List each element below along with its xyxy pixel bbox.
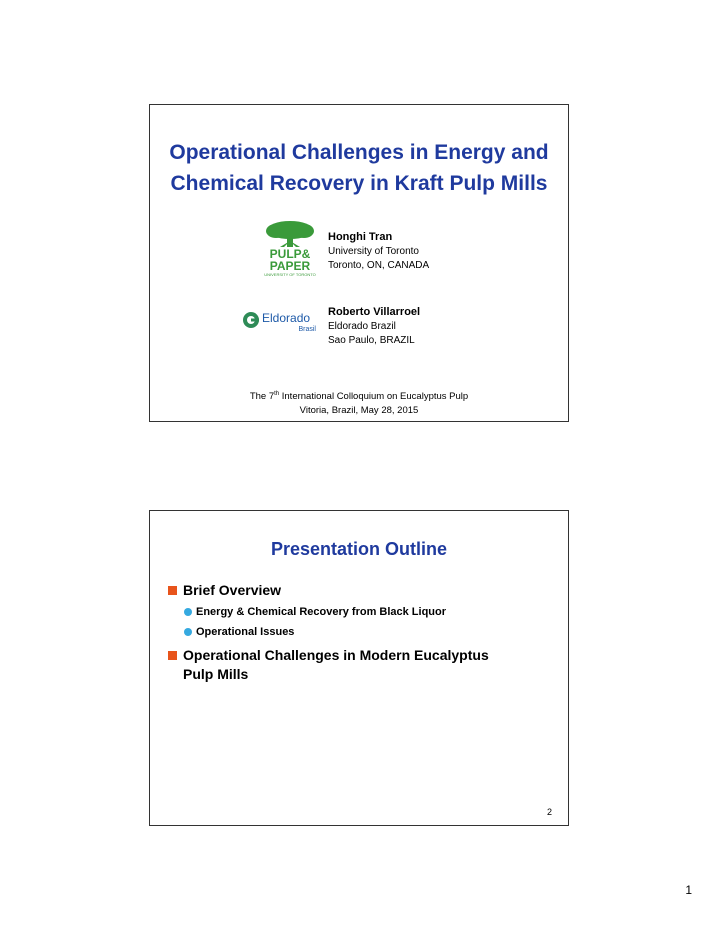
circle-bullet-icon	[184, 628, 192, 636]
outline-list	[168, 581, 558, 688]
author-affiliation: University of Toronto	[328, 246, 419, 257]
eldorado-logo-subtext: Brasil	[298, 326, 316, 333]
list-item: Brief Overview	[168, 581, 558, 600]
colloquium-info: The 7th International Colloquium on Eucalyptus Pulp Vitoria, Brazil, May 28, 2015	[249, 391, 469, 417]
title-line-1: Operational Challenges in Energy and	[169, 141, 549, 164]
author-name: Roberto Villarroel	[328, 306, 421, 318]
colloquium-date: Vitoria, Brazil, May 28, 2015	[299, 405, 419, 417]
outline-slide	[149, 510, 569, 826]
circle-bullet-icon	[184, 608, 192, 616]
eldorado-logo	[242, 307, 318, 333]
author-roberto-villarroel	[328, 305, 420, 348]
title-line-2: Chemical Recovery in Kraft Pulp Mills	[170, 172, 548, 195]
list-item: Operational Challenges in Modern Eucalyptus Pulp Mills	[168, 646, 558, 684]
title-slide	[149, 104, 569, 422]
logo-text-paper: PAPER	[269, 259, 311, 273]
author-name: Honghi Tran	[328, 231, 393, 243]
logo-text-uoft: UNIVERSITY OF TORONTO	[264, 272, 316, 277]
list-subitem: Energy & Chemical Recovery from Black Liquor	[184, 604, 558, 620]
square-bullet-icon	[168, 586, 177, 595]
tree-icon	[266, 221, 314, 247]
author-location: Toronto, ON, CANADA	[328, 260, 430, 271]
author-affiliation: Eldorado Brazil	[328, 321, 396, 332]
logo-text-pulp: PULP&	[269, 247, 311, 261]
presentation-title	[150, 137, 568, 199]
author-honghi-tran	[328, 230, 429, 273]
eldorado-logo-text: Eldorado	[262, 311, 311, 325]
list-subitem: Operational Issues	[184, 624, 558, 640]
pulp-paper-logo	[262, 219, 318, 277]
outline-title: Presentation Outline	[270, 539, 448, 559]
square-bullet-icon	[168, 651, 177, 660]
slide-number: 2	[546, 807, 552, 817]
author-location: Sao Paulo, BRAZIL	[328, 335, 415, 346]
page-number: 1	[685, 883, 692, 897]
